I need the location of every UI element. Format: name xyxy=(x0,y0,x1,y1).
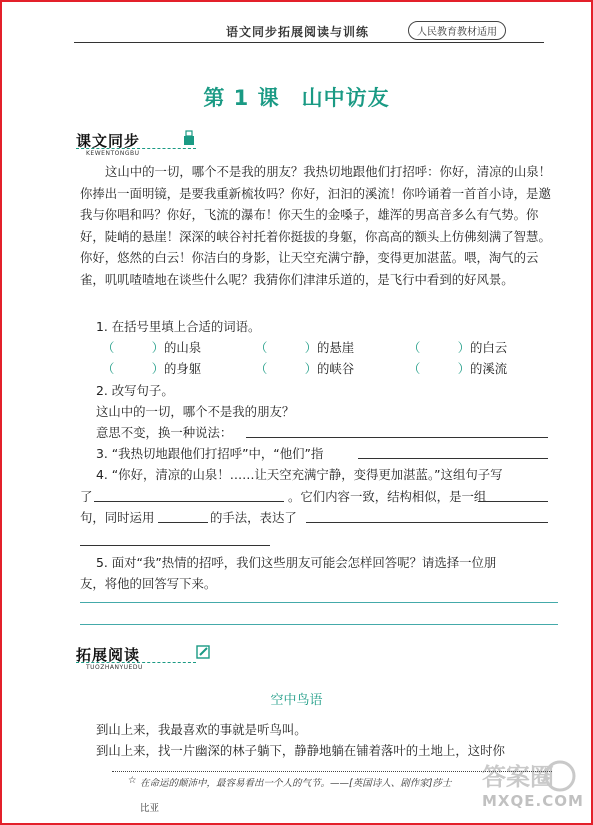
footer-quote-tail: 比亚 xyxy=(140,803,160,814)
q1-prompt: 1. 在括号里填上合适的词语。 xyxy=(96,319,261,334)
reading-paragraph-2: 到山上来，找一片幽深的林子躺下，静静地躺在铺着落叶的土地上，这时你 xyxy=(96,743,505,758)
reading-paragraph-1: 到山上来，我最喜欢的事就是听鸟叫。 xyxy=(96,722,307,737)
q2-prompt: 2. 改写句子。 xyxy=(96,383,174,398)
watermark-url: MXQE.COM xyxy=(482,792,584,810)
lesson-title: 第 1 课 山中访友 xyxy=(203,86,390,110)
header-rule xyxy=(74,42,544,43)
q5-line-2: 友，将他的回答写下来。 xyxy=(80,576,217,591)
q1-blank-6[interactable]: （ ）的溪流 xyxy=(408,361,508,376)
q4-line-3-end: 的手法，表达了 xyxy=(210,510,297,525)
section-heading-sync xyxy=(76,130,226,164)
q2-answer-line[interactable] xyxy=(246,437,548,438)
q1-row-2 xyxy=(80,359,550,377)
section-title: 课文同步 xyxy=(76,132,141,150)
section-rule xyxy=(76,662,196,663)
q4-blank-3[interactable] xyxy=(158,522,208,523)
q4-line-2-start: 了 xyxy=(80,489,93,504)
section-heading-extended xyxy=(76,644,226,678)
section-title: 拓展阅读 xyxy=(76,646,141,664)
q4-line-3-start: 句，同时运用 xyxy=(80,510,155,525)
section-subtitle: TUOZHANYUEDU xyxy=(86,664,143,671)
q5-line-1: 5. 面对“我”热情的招呼，我们这些朋友可能会怎样回答呢？请选择一位朋 xyxy=(96,555,497,570)
q1-blank-3[interactable]: （ ）的白云 xyxy=(408,340,508,355)
edition-badge: 人民教育教材适用 xyxy=(408,21,506,40)
book-title: 语文同步拓展阅读与训练 xyxy=(226,25,370,39)
q1-blank-5[interactable]: （ ）的峡谷 xyxy=(255,361,355,376)
footer-quote: 在命运的颠沛中，最容易看出一个人的气节。——[英国诗人、剧作家]莎士 xyxy=(140,778,452,789)
watermark-logo xyxy=(478,758,578,794)
q2-sentence: 这山中的一切，哪个不是我的朋友？ xyxy=(96,404,295,419)
q4-line-1: 4. “你好，清凉的山泉！……让天空充满宁静，变得更加湛蓝。”这组句子写 xyxy=(96,467,503,482)
q3-answer-line[interactable] xyxy=(358,458,548,459)
q1-row-1 xyxy=(80,338,550,356)
q4-blank-5[interactable] xyxy=(80,545,270,546)
q5-answer-line-2[interactable] xyxy=(80,624,558,625)
q4-blank-2[interactable] xyxy=(478,501,548,502)
q1-blank-1[interactable]: （ ）的山泉 xyxy=(102,340,202,355)
q1-blank-2[interactable]: （ ）的悬崖 xyxy=(255,340,355,355)
q4-blank-4[interactable] xyxy=(306,522,548,523)
q2-instruction: 意思不变，换一种说法： xyxy=(96,425,233,440)
q1-blank-4[interactable]: （ ）的身躯 xyxy=(102,361,202,376)
section-rule xyxy=(76,148,196,149)
book-stand-icon xyxy=(182,130,196,146)
watermark-text: 答案圈 xyxy=(482,763,554,791)
running-header xyxy=(0,18,593,42)
q4-blank-1[interactable] xyxy=(94,501,284,502)
reading-title: 空中鸟语 xyxy=(270,693,323,708)
star-icon: ☆ xyxy=(128,775,137,786)
q3-prompt: 3. “我热切地跟他们打招呼”中，“他们”指 xyxy=(96,446,324,461)
q4-line-2-end: 。它们内容一致，结构相似，是一组 xyxy=(288,489,487,504)
q5-answer-line-1[interactable] xyxy=(80,602,558,603)
lesson-passage: 这山中的一切，哪个不是我的朋友？我热切地跟他们打招呼：你好，清凉的山泉！你捧出一面明镜，是要我重新梳妆吗？你好，汩汩的溪流！你吟诵着一首首小诗，是邀我与你唱和吗？你好，飞流的瀑布！你天生的金嗓子，雄浑的男高音多么有气势。你好，陡峭的悬崖！深深的峡谷衬托着你挺拔的身躯，你高高的额头上仿佛刻满了智慧。你好，悠然的白云！你洁白的身影，让天空充满宁静，变得更加湛蓝。喂，淘气的云雀，叽叽喳喳地在谈些什么呢？我猜你们津津乐道的，是飞行中看到的好风景。 xyxy=(80,164,552,287)
pencil-note-icon xyxy=(196,644,210,660)
section-subtitle: KEWENTONGBU xyxy=(86,150,140,157)
